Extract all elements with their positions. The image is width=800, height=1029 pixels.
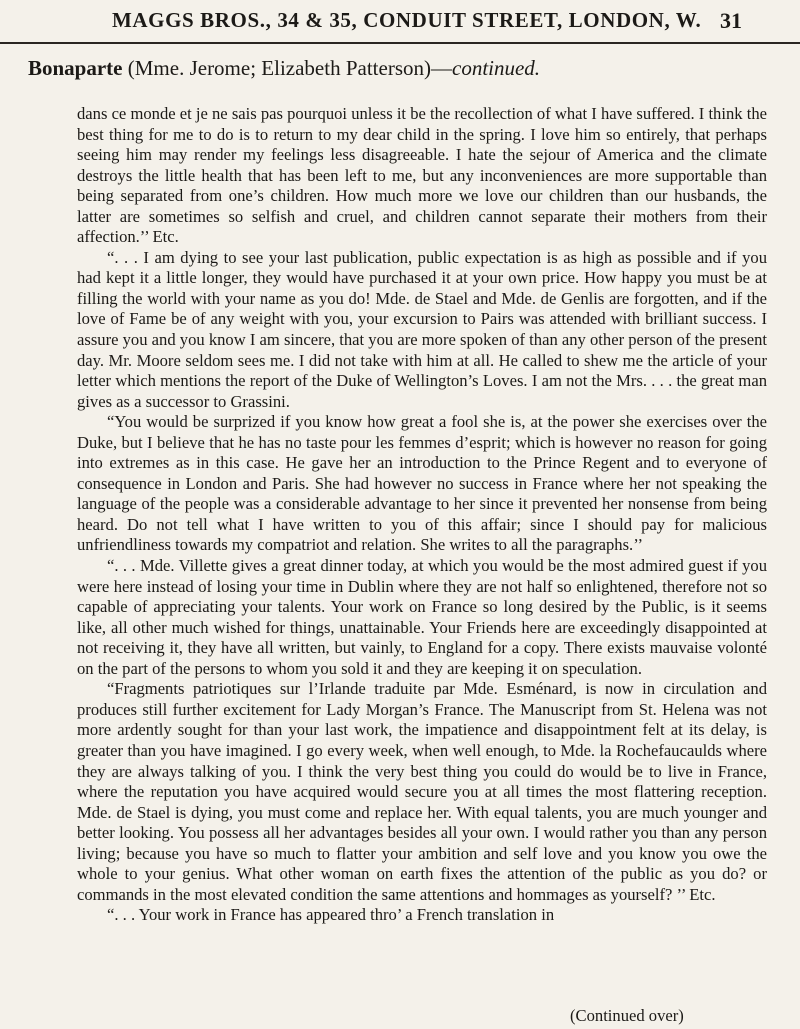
paragraph: “. . . Mde. Villette gives a great dinner today, at which you would be the most admired guest if you were here instead of losing your time in Dublin where they are not half so enlightened, therefore not so capable of appreciating your talents. Your work on France so long desired by the Public, is it seems like, all other much wished for things, unattainable. Your Friends here are exceedingly disappointed at not receiving it, they have all written, but vainly, to England for a copy. There exists mauvaise volonté on the part of the persons to whom you sold it and they are keeping it on speculation. [77,556,767,678]
running-head [0,6,800,40]
running-head-title: MAGGS BROS., 34 & 35, CONDUIT STREET, LONDON, W. [112,8,702,32]
letter-body [77,104,767,926]
continued-note: (Continued over) [570,1006,684,1025]
paragraph: dans ce monde et je ne sais pas pourquoi unless it be the recollection of what I have suffered. I think the best thing for me to do is to return to my dear child in the spring. I love him so entirely, that perhaps seeing him may render my feelings less disagreeable. I hate the sejour of America and the climate destroys the little health that has been left to me, but any inconveniences are more supportable than being separated from one’s children. How much more we love our children than our husbands, the latter are sometimes so selfish and cruel, and children cannot separate their mothers from their affection.’’ Etc. [77,104,767,247]
paragraph: “. . . I am dying to see your last publication, public expectation is as high as possible and if you had kept it a little longer, they would have purchased it at your own price. How happy you must be at filling the world with your name as you do! Mde. de Stael and Mde. de Genlis are forgotten, and if the love of Fame be of any weight with you, your excursion to Pairs was attended with brilliant success. I assure you and you know I am sincere, that you are more spoken of than any other person of the present day. Mr. Moore seldom sees me. I did not take with him at all. He called to shew me the article of your letter which mentions the report of the Duke of Wellington’s Loves. I am not the Mrs. . . . the great man gives as a successor to Grassini. [77,247,767,411]
entry-surname: Bonaparte [28,56,123,80]
entry-heading [28,56,540,81]
entry-subject: (Mme. Jerome; Elizabeth Patterson)— [127,56,452,80]
paragraph: “You would be surprized if you know how great a fool she is, at the power she exercises over the Duke, but I believe that he has no taste pour les femmes d’esprit; which is however no reason for going into extremes as in this case. He gave her an introduction to the Prince Regent and to everyone of consequence in London and Paris. She had however no success in France where her not speaking the language of the people was a considerable advantage to her since it prevented her nonsense from being heard. Do not tell what I have written to you of this affair; since I should pay for malicious unfriendliness towards my compatriot and relation. She writes to all the paragraphs.’’ [77,412,767,555]
paragraph: “Fragments patriotiques sur l’Irlande traduite par Mde. Esménard, is now in circulation and produces still further excitement for Lady Morgan’s France. The Manuscript from St. Helena was not more ardently sought for than your last work, the impatience and disappointment felt at its delay, is greater than you have imagined. I go every week, when well enough, to Mde. la Rochefaucaulds where they are always talking of you. I think the very best thing you could do would be to live in France, where the reputation you have acquired would secure you at all times the most flattering reception. Mde. de Stael is dying, you must come and replace her. With equal talents, you are much younger and better looking. You possess all her advantages besides all your own. I would rather you than any person living; because you have so much to flatter your ambition and self love and you know you owe the whole to your genius. What other woman on earth fixes the attention of the public as you do? or commands in the most elevated condition the same attentions and hommages as yourself? ’’ Etc. [77,679,767,904]
paragraph: “. . . Your work in France has appeared thro’ a French translation in [107,905,555,925]
entry-continued-label: continued. [452,56,541,80]
page-number: 31 [720,8,742,33]
header-rule [0,42,800,44]
